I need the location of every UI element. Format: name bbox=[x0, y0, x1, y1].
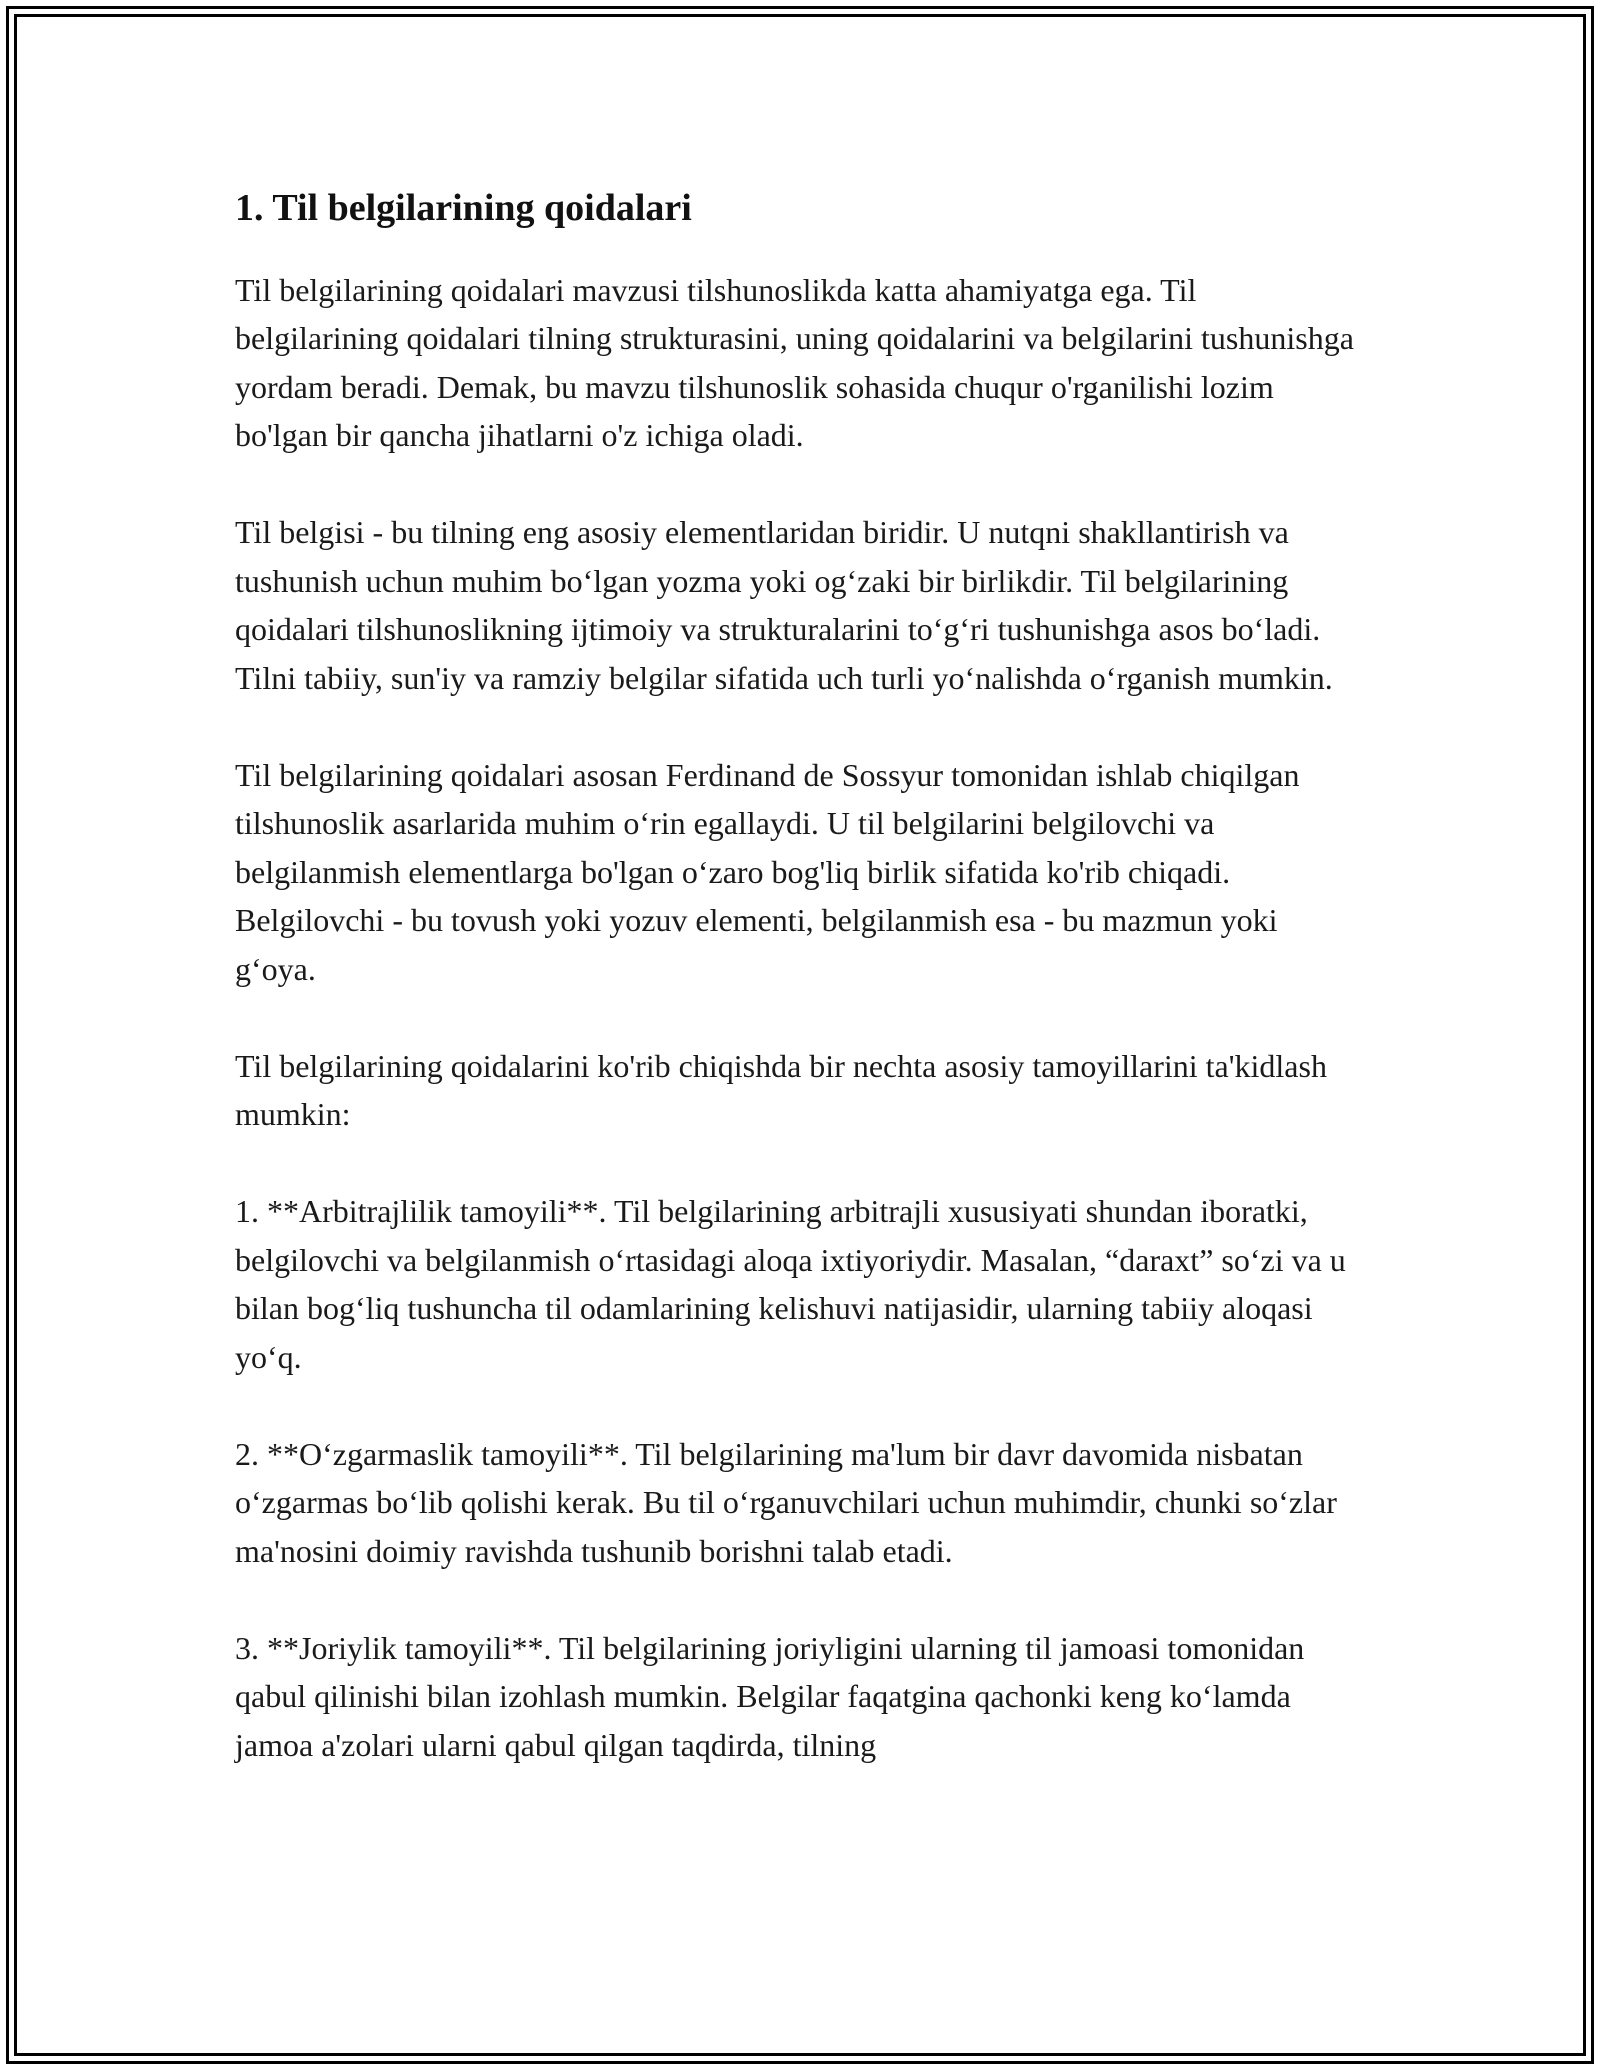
paragraph-til-belgisi: Til belgisi - bu tilning eng asosiy elementlaridan biridir. U nutqni shakllantirish va tushunish uchun muhim bo‘lgan yozma yoki og‘zaki bir birlikdir. Til belgilarining qoidalari tilshunoslikning ijtimoiy va strukturalarini to‘g‘ri tushunishga asos bo‘ladi. Tilni tabiiy, sun'iy va ramziy belgilar sifatida uch turli yo‘nalishda o‘rganish mumkin. bbox=[235, 514, 1333, 696]
paragraph-intro: Til belgilarining qoidalari mavzusi tilshunoslikda katta ahamiyatga ega. Til belgilarining qoidalari tilning strukturasini, uning qoidalarini va belgilarini tushunishga yordam beradi. Demak, bu mavzu tilshunoslik sohasida chuqur o'rganilishi lozim bo'lgan bir qancha jihatlarni o'z ichiga oladi. bbox=[235, 271, 1354, 454]
paragraph-sossyur: Til belgilarining qoidalari asosan Ferdinand de Sossyur tomonidan ishlab chiqilgan tilshunoslik asarlarida muhim o‘rin egallaydi. U til belgilarini belgilovchi va belgilanmish elementlarga bo'lgan o‘zaro bog'liq birlik sifatida ko'rib chiqadi. Belgilovchi - bu tovush yoki yozuv elementi, belgilanmish esa - bu mazmun yoki g‘oya. bbox=[235, 756, 1300, 987]
list-item-arbitrajlilik: 1. **Arbitrajlilik tamoyili**. Til belgilarining arbitrajli xususiyati shundan iboratki, belgilovchi va belgilanmish o‘rtasidagi aloqa ixtiyoriydir. Masalan, “daraxt” so‘zi va u bilan bog‘liq tushuncha til odamlarining kelishuvi natijasidir, ularning tabiiy aloqasi yo‘q. bbox=[235, 1193, 1346, 1375]
section-heading: 1. Til belgilarining qoidalari bbox=[235, 187, 692, 229]
list-item-ozgarmaslik: 2. **O‘zgarmaslik tamoyili**. Til belgilarining ma'lum bir davr davomida nisbatan o‘zgarmas bo‘lib qolishi kerak. Bu til o‘rganuvchilari uchun muhimdir, chunki so‘zlar ma'nosini doimiy ravishda tushunib borishni talab etadi. bbox=[235, 1435, 1337, 1569]
document-page bbox=[235, 186, 1365, 1818]
paragraph-tamoyillar-intro: Til belgilarining qoidalarini ko'rib chiqishda bir nechta asosiy tamoyillarini ta'kidlash mumkin: bbox=[235, 1047, 1327, 1133]
list-item-joriylik: 3. **Joriylik tamoyili**. Til belgilarining joriyligini ularning til jamoasi tomonidan qabul qilinishi bilan izohlash mumkin. Belgilar faqatgina qachonki keng ko‘lamda jamoa a'zolari ularni qabul qilgan taqdirda, tilning bbox=[235, 1629, 1305, 1763]
